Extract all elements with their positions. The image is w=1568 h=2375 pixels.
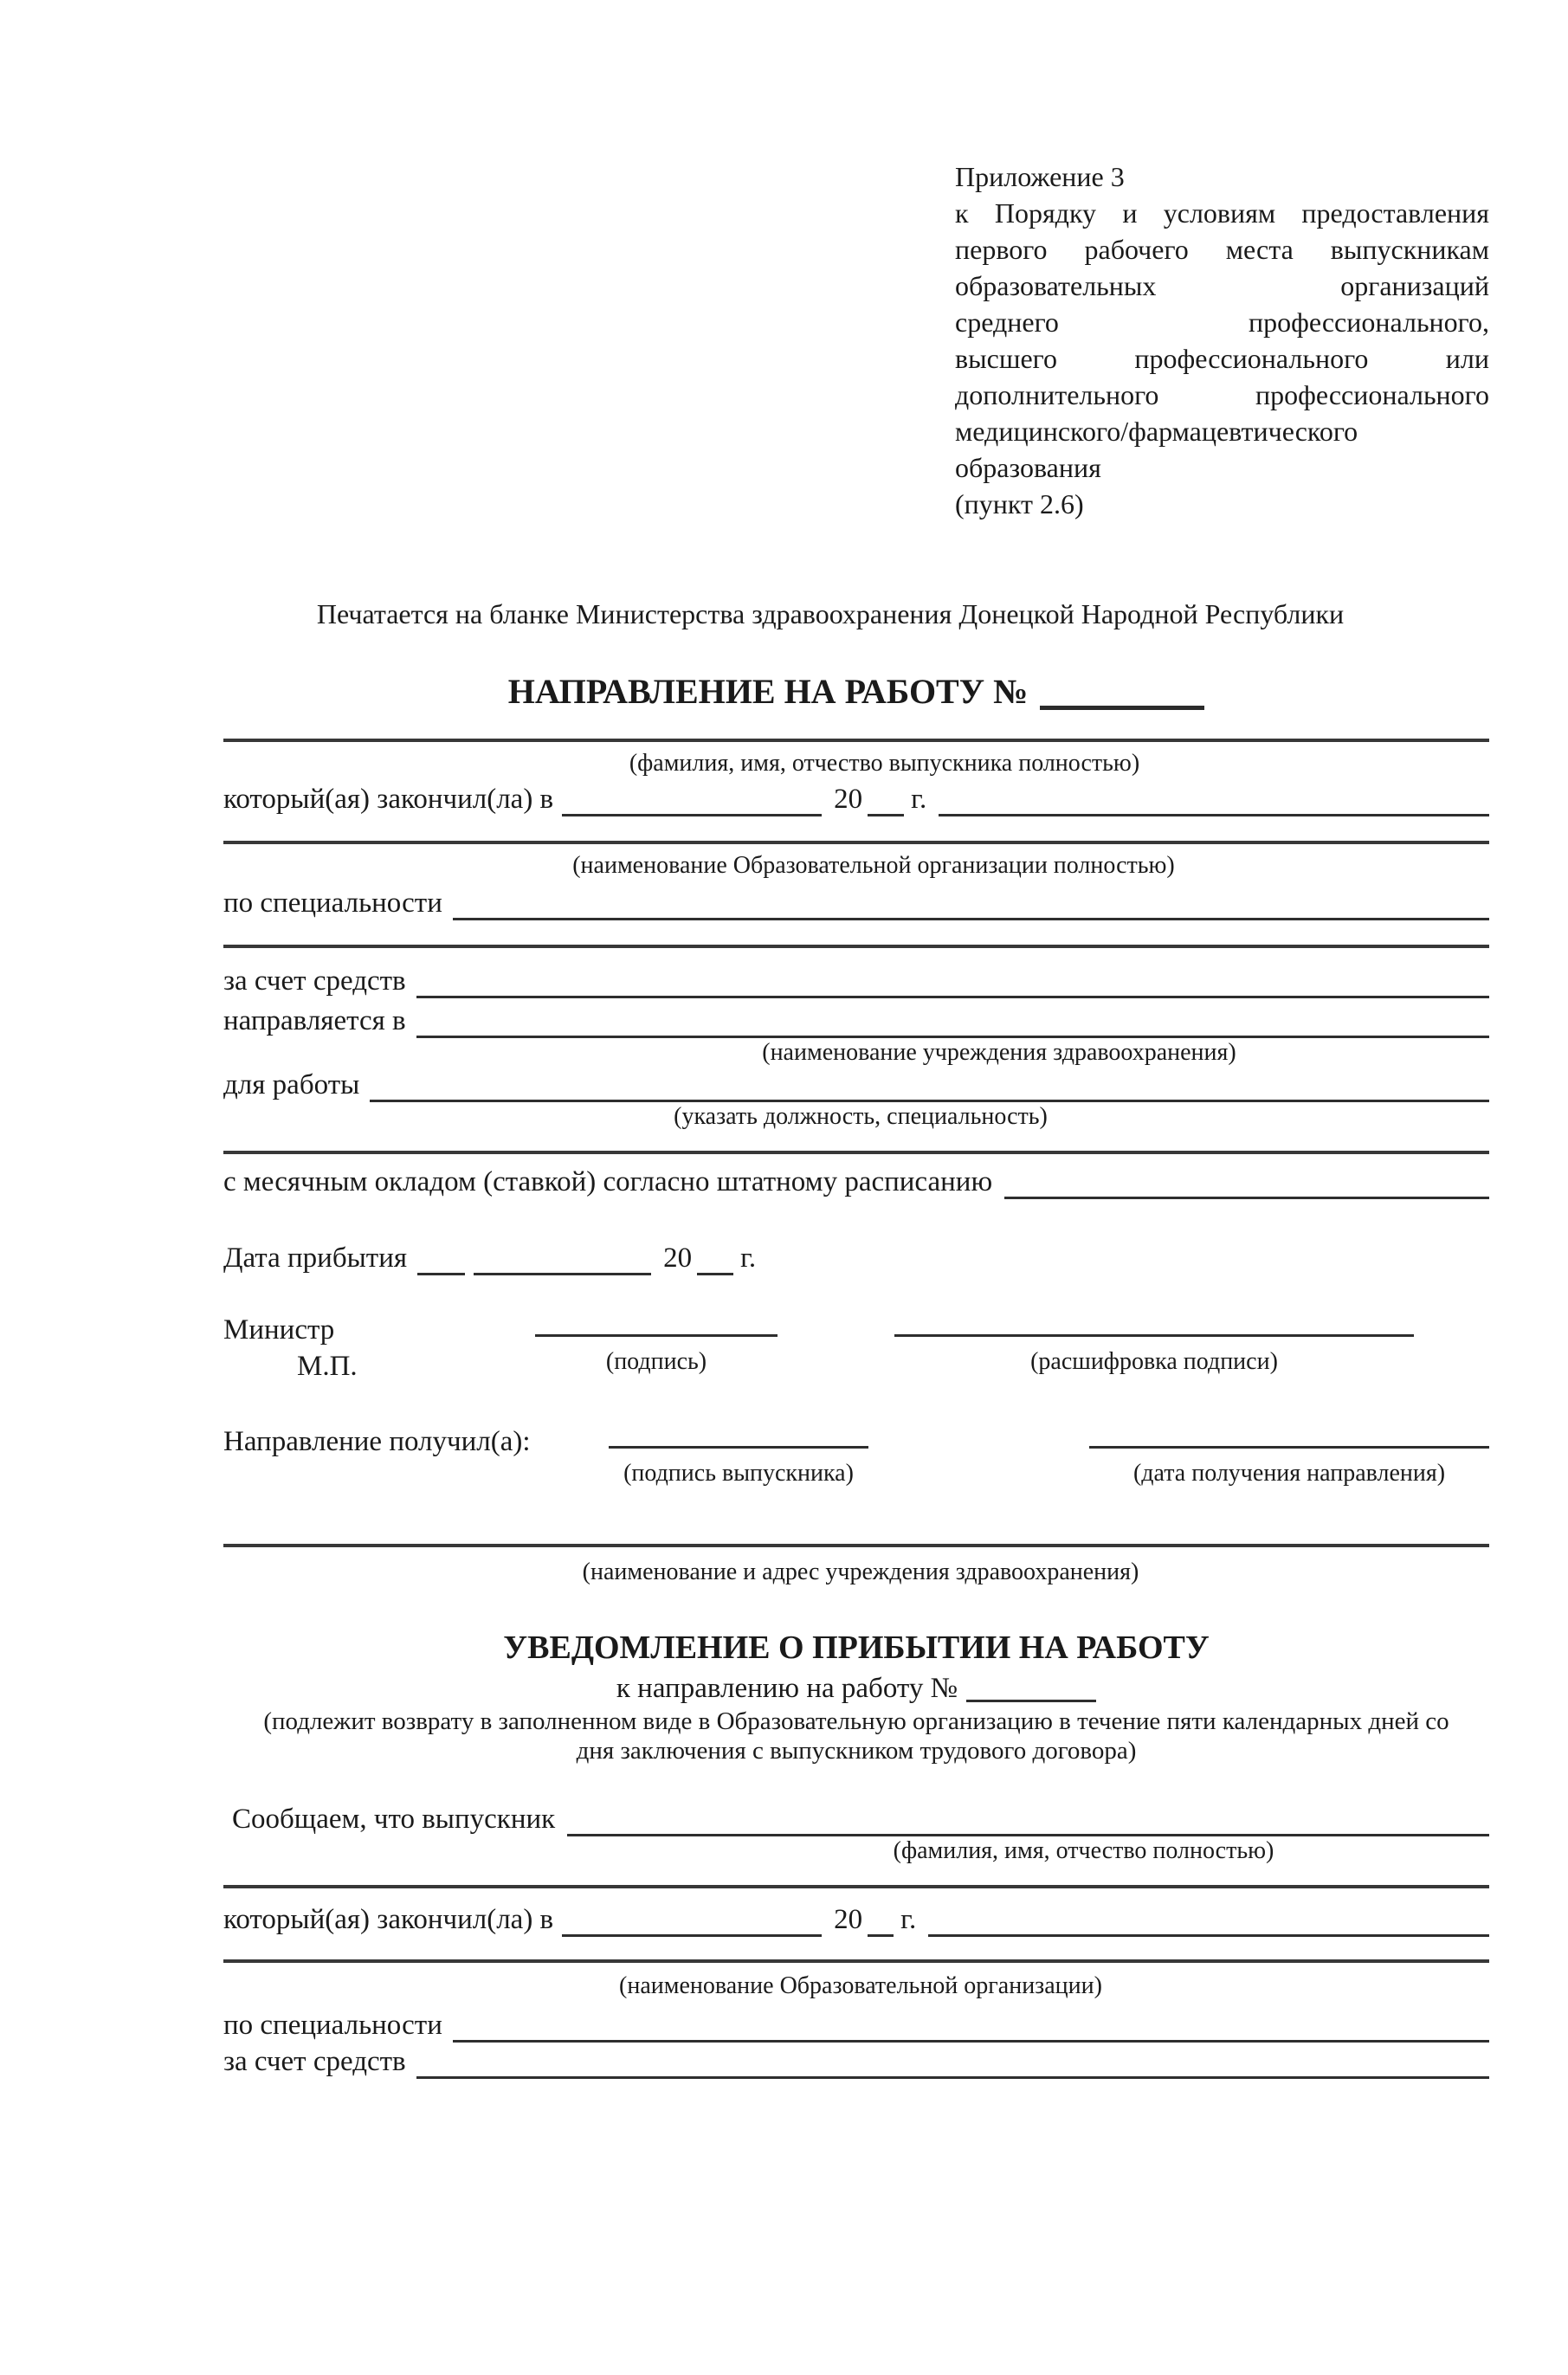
signature-name-caption: (расшифровка подписи) (1030, 1348, 1278, 1375)
seal-label: М.П. (297, 1351, 358, 1382)
notice-edu-org-caption: (наименование Образовательной организации) (619, 1972, 1102, 1999)
graduate-signature-caption: (подпись выпускника) (623, 1460, 854, 1487)
work-continuation-line (223, 1151, 1489, 1154)
notice-year-suffix: г. (900, 1904, 917, 1935)
signature-column (535, 1312, 778, 1377)
inform-row (223, 1802, 1489, 1836)
notice-funds-blank (416, 2076, 1489, 2079)
directed-row (223, 1004, 1489, 1038)
minister-label: Министр (223, 1314, 335, 1346)
return-note-line2: дня заключения с выпускником трудового договора) (576, 1737, 1137, 1765)
notice-subtitle (223, 1670, 1489, 1707)
received-label: Направление получил(а): (223, 1426, 531, 1457)
specialty-row (223, 886, 1489, 920)
work-label: для работы (223, 1069, 360, 1100)
appendix-line: образовательных организаций (955, 270, 1489, 301)
funds-blank (416, 996, 1489, 998)
notice-specialty-label: по специальности (223, 2010, 442, 2041)
appendix-heading: Приложение 3 (955, 161, 1125, 192)
appendix-line: дополнительного профессионального (955, 379, 1489, 410)
health-org-address-caption: (наименование и адрес учреждения здравоохранения) (582, 1559, 1139, 1585)
org-name-blank (939, 814, 1489, 816)
graduated-label: который(ая) закончил(ла) в (223, 784, 554, 815)
edu-org-caption: (наименование Образовательной организации полностью) (572, 852, 1175, 879)
notice-graduated-label: который(ая) закончил(ла) в (223, 1904, 554, 1935)
work-row (223, 1068, 1489, 1102)
notice-fio-caption: (фамилия, имя, отчество полностью) (893, 1837, 1274, 1864)
notice-org-name-blank (928, 1934, 1489, 1937)
graduate-signature-blank (609, 1423, 868, 1449)
position-caption: (указать должность, специальность) (674, 1103, 1048, 1130)
appendix-block (955, 158, 1489, 522)
edu-org-fill-line (223, 841, 1489, 844)
minister-signature-blank (535, 1312, 778, 1337)
referral-title-text: НАПРАВЛЕНИЕ НА РАБОТУ № (507, 672, 1029, 711)
notice-edu-org-line (223, 1959, 1489, 1963)
appendix-line: к Порядку и условиям предоставления (955, 197, 1489, 229)
graduate-signature-column (609, 1423, 868, 1488)
arrival-year-blank (697, 1273, 733, 1275)
notice-funds-label: за счет средств (223, 2046, 406, 2077)
notice-graduated-row (223, 1902, 1489, 1937)
appendix-line: высшего профессионального или (955, 343, 1489, 374)
receive-date-blank (1089, 1423, 1489, 1449)
notice-funds-row (223, 2044, 1489, 2079)
funds-row (223, 964, 1489, 998)
fio-caption: (фамилия, имя, отчество выпускника полностью) (629, 750, 1140, 777)
notice-number-blank (966, 1700, 1096, 1702)
notice-subtitle-text: к направлению на работу № (616, 1673, 958, 1704)
notice-year-blank (868, 1934, 894, 1937)
arrival-date-row (223, 1241, 1489, 1275)
appendix-line: среднего профессионального, (955, 307, 1489, 338)
appendix-point: (пункт 2.6) (955, 488, 1084, 520)
arrival-year-prefix: 20 (663, 1242, 693, 1274)
appendix-line: медицинского/фармацевтического (955, 416, 1358, 447)
minister-signature-block (223, 1312, 1489, 1384)
signature-caption: (подпись) (605, 1348, 707, 1375)
document-page (0, 158, 1568, 2079)
graduation-place-blank (562, 814, 822, 816)
letterhead-note: Печатается на бланке Министерства здравоохранения Донецкой Народной Республики (316, 598, 1345, 629)
receive-date-column (1089, 1423, 1489, 1488)
salary-label: с месячным окладом (ставкой) согласно штатному расписанию (223, 1166, 993, 1197)
year-blank (868, 814, 904, 816)
appendix-line: первого рабочего места выпускникам (955, 234, 1489, 265)
arrival-year-suffix: г. (740, 1242, 757, 1274)
receive-date-caption: (дата получения направления) (1132, 1460, 1446, 1487)
health-org-address-line (223, 1544, 1489, 1547)
referral-received-block (223, 1423, 1489, 1488)
health-org-caption: (наименование учреждения здравоохранения) (762, 1039, 1236, 1066)
appendix-line: образования (955, 452, 1101, 483)
notice-specialty-blank (453, 2040, 1489, 2043)
salary-row (223, 1165, 1489, 1199)
directed-label: направляется в (223, 1005, 406, 1036)
year-suffix: г. (911, 784, 927, 815)
arrival-date-label: Дата прибытия (223, 1242, 408, 1274)
referral-title (223, 670, 1489, 713)
return-note-line1: (подлежит возврату в заполненном виде в Образовательную организацию в течение пяти календарных дней со (263, 1707, 1449, 1735)
specialty-blank (453, 918, 1489, 920)
minister-name-blank (894, 1312, 1414, 1337)
minister-column (223, 1312, 535, 1384)
specialty-label: по специальности (223, 887, 442, 919)
notice-fio-continuation-line (223, 1885, 1489, 1888)
notice-title: УВЕДОМЛЕНИЕ О ПРИБЫТИИ НА РАБОТУ (503, 1630, 1210, 1666)
inform-label: Сообщаем, что выпускник (232, 1804, 556, 1835)
specialty-continuation-line (223, 945, 1489, 948)
notice-graduation-place-blank (562, 1934, 822, 1937)
salary-blank (1004, 1197, 1489, 1199)
year-prefix: 20 (834, 784, 863, 815)
signature-name-column (894, 1312, 1414, 1377)
graduated-row (223, 782, 1489, 816)
fio-fill-line (223, 739, 1489, 742)
notice-year-prefix: 20 (834, 1904, 863, 1935)
arrival-month-blank (474, 1273, 651, 1275)
referral-number-blank (1040, 706, 1204, 710)
arrival-day-blank (417, 1273, 465, 1275)
funds-label: за счет средств (223, 965, 406, 997)
notice-specialty-row (223, 2008, 1489, 2043)
